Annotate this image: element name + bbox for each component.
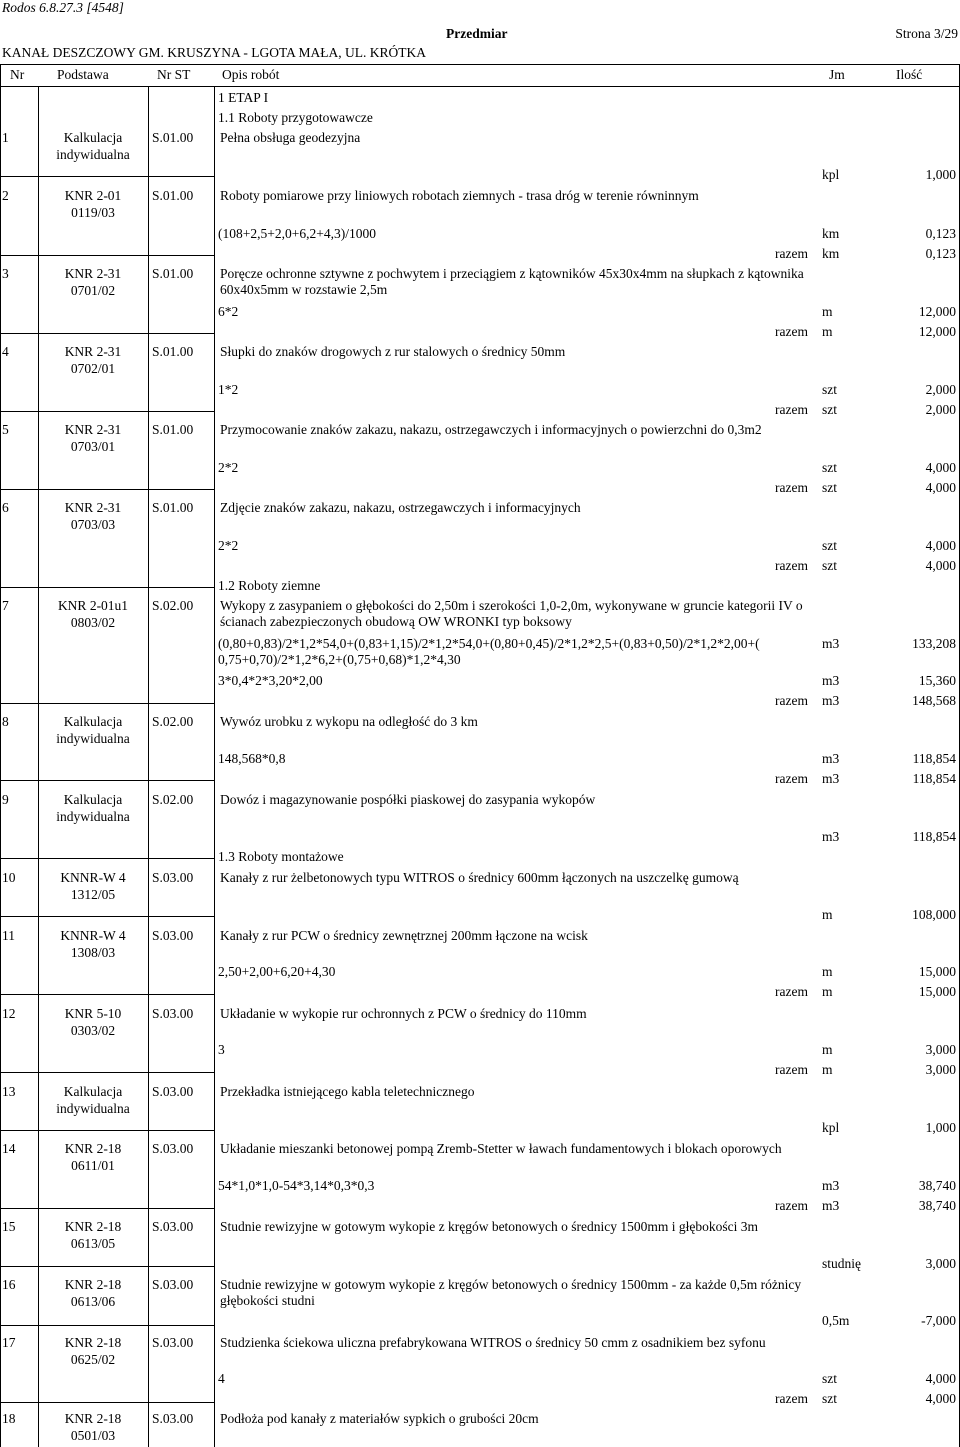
item-description: Przymocowanie znaków zakazu, nakazu, ostrzegawczych i informacyjnych o powierzchni do 0,3m2 bbox=[220, 422, 762, 437]
quantity-expression: 2*2 bbox=[218, 538, 239, 553]
quantity: 2,000 bbox=[925, 382, 956, 397]
unit: szt bbox=[822, 558, 837, 573]
quantity: 148,568 bbox=[912, 693, 956, 708]
item-description: Studnie rewizyjne w gotowym wykopie z kręgów betonowych o średnicy 1500mm - za każde 0,5m różnicy głębokości studni bbox=[220, 1277, 802, 1308]
divider bbox=[0, 86, 960, 87]
quantity: 118,854 bbox=[912, 771, 956, 786]
item-number: 15 bbox=[2, 1219, 16, 1234]
item-basis: KNR 2-01 bbox=[64, 188, 122, 203]
unit: kpl bbox=[822, 1120, 840, 1135]
item-basis: Kalkulacja bbox=[63, 1084, 123, 1099]
item-number: 7 bbox=[2, 598, 9, 613]
divider bbox=[0, 780, 214, 781]
item-basis-code: 0803/02 bbox=[70, 615, 116, 630]
item-basis-code: indywidualna bbox=[56, 1101, 130, 1116]
section-heading: 1.1 Roboty przygotowawcze bbox=[218, 110, 373, 125]
item-description: Studzienka ściekowa uliczna prefabrykowana WITROS o średnicy 50 cmm z osadnikiem bez syfonu bbox=[220, 1335, 766, 1350]
divider bbox=[0, 489, 214, 490]
item-basis: KNR 2-31 bbox=[64, 422, 122, 437]
project-name: KANAŁ DESZCZOWY GM. KRUSZYNA - LGOTA MAŁA, UL. KRÓTKA bbox=[2, 45, 427, 60]
item-number: 11 bbox=[2, 928, 15, 943]
quantity: 3,000 bbox=[925, 1256, 956, 1271]
quantity-expression: 3 bbox=[218, 1042, 225, 1057]
item-st-code: S.03.00 bbox=[152, 1006, 194, 1021]
item-description: Poręcze ochronne sztywne z pochwytem i przeciągiem z kątowników 45x30x4mm na słupkach z kątownika 60x40x5mm w rozstawie 2,5m bbox=[220, 266, 804, 297]
section-heading: 1.3 Roboty montażowe bbox=[218, 849, 344, 864]
quantity: 1,000 bbox=[925, 1120, 956, 1135]
item-number: 13 bbox=[2, 1084, 16, 1099]
quantity: 2,000 bbox=[925, 402, 956, 417]
total-label: razem bbox=[775, 1062, 808, 1077]
item-description: Słupki do znaków drogowych z rur stalowych o średnicy 50mm bbox=[220, 344, 566, 359]
item-st-code: S.01.00 bbox=[152, 188, 194, 203]
total-label: razem bbox=[775, 984, 808, 999]
quantity-expression: 6*2 bbox=[218, 304, 239, 319]
section-heading: 1 ETAP I bbox=[218, 90, 269, 105]
unit: 0,5m bbox=[822, 1313, 850, 1328]
divider bbox=[0, 411, 214, 412]
item-number: 2 bbox=[2, 188, 9, 203]
item-basis-code: 0703/01 bbox=[70, 439, 116, 454]
divider bbox=[0, 703, 214, 704]
item-basis: KNNR-W 4 bbox=[60, 928, 126, 943]
item-description: Roboty pomiarowe przy liniowych robotach ziemnych - trasa dróg w terenie równinnym bbox=[220, 188, 699, 203]
item-basis-code: indywidualna bbox=[56, 147, 130, 162]
total-label: razem bbox=[775, 1198, 808, 1213]
item-basis: KNR 2-18 bbox=[64, 1411, 122, 1426]
quantity-expression: 148,568*0,8 bbox=[218, 751, 286, 766]
item-basis: KNNR-W 4 bbox=[60, 870, 126, 885]
item-description: Podłoża pod kanały z materiałów sypkich o grubości 20cm bbox=[220, 1411, 539, 1426]
item-basis-code: 0119/03 bbox=[71, 205, 115, 220]
unit: m3 bbox=[822, 673, 840, 688]
page-number: Strona 3/29 bbox=[895, 26, 958, 41]
item-st-code: S.03.00 bbox=[152, 1141, 194, 1156]
item-basis: Kalkulacja bbox=[63, 714, 123, 729]
item-st-code: S.01.00 bbox=[152, 500, 194, 515]
item-basis: KNR 2-18 bbox=[64, 1141, 122, 1156]
document-title: Przedmiar bbox=[446, 26, 508, 41]
quantity: 4,000 bbox=[925, 1371, 956, 1386]
col-opis: Opis robót bbox=[222, 67, 280, 82]
total-label: razem bbox=[775, 771, 808, 786]
unit: m3 bbox=[822, 771, 840, 786]
item-st-code: S.01.00 bbox=[152, 422, 194, 437]
item-number: 14 bbox=[2, 1141, 16, 1156]
quantity: 118,854 bbox=[912, 829, 956, 844]
item-description: Studnie rewizyjne w gotowym wykopie z kręgów betonowych o średnicy 1500mm i głębokości 3m bbox=[220, 1219, 759, 1234]
item-st-code: S.03.00 bbox=[152, 928, 194, 943]
unit: kpl bbox=[822, 167, 840, 182]
divider bbox=[0, 916, 214, 917]
item-number: 16 bbox=[2, 1277, 16, 1292]
unit: szt bbox=[822, 1371, 837, 1386]
divider bbox=[0, 333, 214, 334]
quantity: -7,000 bbox=[921, 1313, 956, 1328]
unit: m3 bbox=[822, 829, 840, 844]
item-description: Zdjęcie znaków zakazu, nakazu, ostrzegawczych i informacyjnych bbox=[220, 500, 581, 515]
item-basis: KNR 2-31 bbox=[64, 500, 122, 515]
item-number: 4 bbox=[2, 344, 9, 359]
item-number: 17 bbox=[2, 1335, 16, 1350]
item-st-code: S.01.00 bbox=[152, 344, 194, 359]
quantity: 4,000 bbox=[925, 1391, 956, 1406]
item-number: 6 bbox=[2, 500, 9, 515]
unit: km bbox=[822, 246, 840, 261]
unit: m bbox=[822, 907, 833, 922]
unit: m3 bbox=[822, 751, 840, 766]
item-description: Kanały z rur żelbetonowych typu WITROS o średnicy 600mm łączonych na uszczelkę gumową bbox=[220, 870, 739, 885]
item-st-code: S.02.00 bbox=[152, 792, 194, 807]
section-heading: 1.2 Roboty ziemne bbox=[218, 578, 321, 593]
item-st-code: S.03.00 bbox=[152, 1084, 194, 1099]
grid-line bbox=[0, 64, 1, 1447]
item-st-code: S.01.00 bbox=[152, 266, 194, 281]
quantity: 15,000 bbox=[918, 984, 956, 999]
total-label: razem bbox=[775, 324, 808, 339]
item-number: 12 bbox=[2, 1006, 16, 1021]
quantity: 0,123 bbox=[925, 226, 956, 241]
quantity: 38,740 bbox=[918, 1178, 956, 1193]
quantity: 108,000 bbox=[912, 907, 956, 922]
item-st-code: S.01.00 bbox=[152, 130, 194, 145]
unit: szt bbox=[822, 480, 837, 495]
unit: szt bbox=[822, 402, 837, 417]
quantity-expression: 1*2 bbox=[218, 382, 239, 397]
unit: m bbox=[822, 984, 833, 999]
item-basis-code: 1308/03 bbox=[70, 945, 116, 960]
total-label: razem bbox=[775, 246, 808, 261]
item-basis-code: 0613/05 bbox=[70, 1236, 116, 1251]
unit: szt bbox=[822, 382, 837, 397]
item-basis-code: 0701/02 bbox=[70, 283, 116, 298]
item-st-code: S.03.00 bbox=[152, 870, 194, 885]
grid-line bbox=[148, 86, 149, 1447]
item-basis-code: indywidualna bbox=[56, 731, 130, 746]
quantity: 3,000 bbox=[925, 1042, 956, 1057]
item-description: Dowóz i magazynowanie pospółki piaskowej do zasypania wykopów bbox=[220, 792, 596, 807]
item-basis: KNR 5-10 bbox=[64, 1006, 122, 1021]
quantity-expression: 4 bbox=[218, 1371, 225, 1386]
item-number: 10 bbox=[2, 870, 16, 885]
quantity: 3,000 bbox=[925, 1062, 956, 1077]
quantity: 15,360 bbox=[918, 673, 956, 688]
quantity-expression: (108+2,5+2,0+6,2+4,3)/1000 bbox=[218, 226, 376, 241]
divider bbox=[0, 64, 960, 65]
unit: szt bbox=[822, 538, 837, 553]
quantity: 12,000 bbox=[918, 304, 956, 319]
item-basis-code: 0611/01 bbox=[71, 1158, 115, 1173]
item-description: Układanie w wykopie rur ochronnych z PCW o średnicy do 110mm bbox=[220, 1006, 587, 1021]
item-st-code: S.03.00 bbox=[152, 1411, 194, 1426]
unit: szt bbox=[822, 1391, 837, 1406]
item-st-code: S.03.00 bbox=[152, 1219, 194, 1234]
item-basis: Kalkulacja bbox=[63, 130, 123, 145]
item-number: 3 bbox=[2, 266, 9, 281]
divider bbox=[0, 1208, 214, 1209]
quantity: 38,740 bbox=[918, 1198, 956, 1213]
item-number: 9 bbox=[2, 792, 9, 807]
item-description: Przekładka istniejącego kabla teletechnicznego bbox=[220, 1084, 475, 1099]
unit: m3 bbox=[822, 693, 840, 708]
quantity-expression: 2*2 bbox=[218, 460, 239, 475]
divider bbox=[0, 1266, 214, 1267]
total-label: razem bbox=[775, 558, 808, 573]
divider bbox=[0, 1072, 214, 1073]
divider bbox=[0, 858, 214, 859]
quantity: 133,208 bbox=[912, 636, 956, 651]
item-st-code: S.03.00 bbox=[152, 1277, 194, 1292]
quantity: 12,000 bbox=[918, 324, 956, 339]
divider bbox=[0, 176, 214, 177]
quantity-expression: 54*1,0*1,0-54*3,14*0,3*0,3 bbox=[218, 1178, 375, 1193]
software-version: Rodos 6.8.27.3 [4548] bbox=[2, 0, 124, 15]
quantity: 4,000 bbox=[925, 460, 956, 475]
total-label: razem bbox=[775, 1391, 808, 1406]
item-basis-code: indywidualna bbox=[56, 809, 130, 824]
unit: m3 bbox=[822, 636, 840, 651]
unit: m bbox=[822, 1062, 833, 1077]
divider bbox=[0, 1402, 214, 1403]
item-number: 1 bbox=[2, 130, 9, 145]
unit: m bbox=[822, 1042, 833, 1057]
quantity: 4,000 bbox=[925, 480, 956, 495]
divider bbox=[0, 255, 214, 256]
item-basis-code: 0703/03 bbox=[70, 517, 116, 532]
grid-line bbox=[214, 86, 215, 1447]
unit: m bbox=[822, 964, 833, 979]
quantity: 4,000 bbox=[925, 558, 956, 573]
item-basis-code: 0501/03 bbox=[70, 1428, 116, 1443]
quantity: 118,854 bbox=[912, 751, 956, 766]
col-nr: Nr bbox=[10, 67, 25, 82]
item-basis-code: 1312/05 bbox=[70, 887, 116, 902]
divider bbox=[0, 587, 214, 588]
item-basis: KNR 2-31 bbox=[64, 266, 122, 281]
quantity: 4,000 bbox=[925, 538, 956, 553]
unit: studnię bbox=[822, 1256, 861, 1271]
unit: m bbox=[822, 304, 833, 319]
item-st-code: S.03.00 bbox=[152, 1335, 194, 1350]
total-label: razem bbox=[775, 693, 808, 708]
item-basis-code: 0625/02 bbox=[70, 1352, 116, 1367]
item-number: 5 bbox=[2, 422, 9, 437]
item-basis: KNR 2-31 bbox=[64, 344, 122, 359]
divider bbox=[0, 1325, 214, 1326]
item-description: Kanały z rur PCW o średnicy zewnętrznej 200mm łączone na wcisk bbox=[220, 928, 588, 943]
item-basis: KNR 2-18 bbox=[64, 1277, 122, 1292]
item-basis-code: 0702/01 bbox=[70, 361, 116, 376]
item-number: 18 bbox=[2, 1411, 16, 1426]
item-basis: Kalkulacja bbox=[63, 792, 123, 807]
unit: m3 bbox=[822, 1198, 840, 1213]
col-nrst: Nr ST bbox=[157, 67, 191, 82]
col-jm: Jm bbox=[829, 67, 845, 82]
quantity: 15,000 bbox=[918, 964, 956, 979]
item-basis-code: 0303/02 bbox=[70, 1023, 116, 1038]
unit: km bbox=[822, 226, 840, 241]
item-st-code: S.02.00 bbox=[152, 714, 194, 729]
item-number: 8 bbox=[2, 714, 9, 729]
item-description: Układanie mieszanki betonowej pompą Zremb-Stetter w ławach fundamentowych i blokach oporowych bbox=[220, 1141, 782, 1156]
quantity-expression: 2,50+2,00+6,20+4,30 bbox=[218, 964, 336, 979]
unit: szt bbox=[822, 460, 837, 475]
quantity-expression: 3*0,4*2*3,20*2,00 bbox=[218, 673, 323, 688]
item-description: Wykopy z zasypaniem o głębokości do 2,50m i szerokości 1,0-2,0m, wykonywane w gruncie kategorii IV o ścianach zabezpieczonych obudową OW WRONKI typ boksowy bbox=[220, 598, 803, 629]
unit: m3 bbox=[822, 1178, 840, 1193]
divider bbox=[0, 1130, 214, 1131]
item-description: Wywóz urobku z wykopu na odległość do 3 km bbox=[220, 714, 478, 729]
col-ilosc: Ilość bbox=[896, 67, 923, 82]
total-label: razem bbox=[775, 402, 808, 417]
item-basis: KNR 2-18 bbox=[64, 1219, 122, 1234]
total-label: razem bbox=[775, 480, 808, 495]
quantity-expression: (0,80+0,83)/2*1,2*54,0+(0,83+1,15)/2*1,2*54,0+(0,80+0,45)/2*1,2*2,5+(0,83+0,50)/2*1,2*2,00+( 0,75+0,70)/2*1,2*6,2+(0,75+0,68)*1,2*4,30 bbox=[218, 636, 760, 667]
item-description: Pełna obsługa geodezyjna bbox=[220, 130, 361, 145]
item-basis: KNR 2-01u1 bbox=[57, 598, 129, 613]
unit: m bbox=[822, 324, 833, 339]
divider bbox=[0, 994, 214, 995]
quantity: 1,000 bbox=[925, 167, 956, 182]
quantity: 0,123 bbox=[925, 246, 956, 261]
col-podstawa: Podstawa bbox=[57, 67, 109, 82]
item-basis: KNR 2-18 bbox=[64, 1335, 122, 1350]
item-st-code: S.02.00 bbox=[152, 598, 194, 613]
item-basis-code: 0613/06 bbox=[70, 1294, 116, 1309]
